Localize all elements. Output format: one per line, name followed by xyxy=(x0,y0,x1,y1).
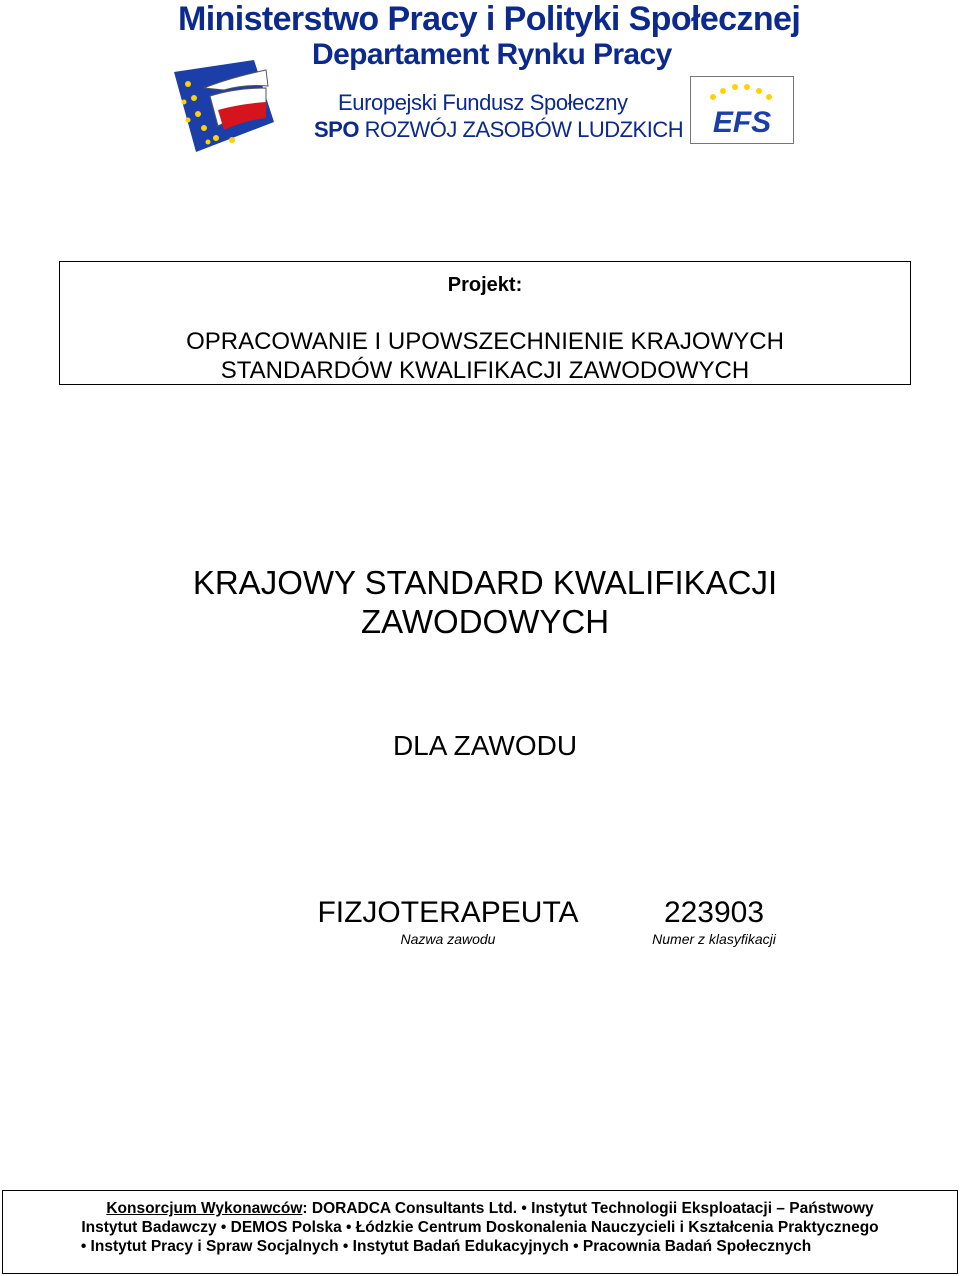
project-title-line2: STANDARDÓW KWALIFIKACJI ZAWODOWYCH xyxy=(220,357,750,384)
consortium-label: Konsorcjum Wykonawców xyxy=(106,1200,303,1217)
eu-flag-logo-icon xyxy=(174,60,274,152)
efs-logo-icon xyxy=(691,77,793,143)
for-profession-heading: DLA ZAWODU xyxy=(392,730,578,761)
standard-title-line2: ZAWODOWYCH xyxy=(360,603,610,640)
department-title: Departament Rynku Pracy xyxy=(312,38,672,71)
program-spo: SPO xyxy=(314,117,359,142)
fund-name: Europejski Fundusz Społeczny xyxy=(338,90,628,115)
project-box xyxy=(59,261,911,385)
efs-stars-icon xyxy=(710,84,772,100)
program-rest: ROZWÓJ ZASOBÓW LUDZKICH xyxy=(364,117,684,142)
program-name xyxy=(314,117,734,143)
efs-logo-text: EFS xyxy=(712,106,772,139)
profession-name: FIZJOTERAPEUTA xyxy=(317,896,579,929)
consortium-footer xyxy=(2,1190,958,1274)
footer-line3: • Instytut Pracy i Spraw Socjalnych • Instytut Badań Edukacyjnych • Pracownia Badań Społecznych xyxy=(80,1238,812,1255)
project-label: Projekt: xyxy=(447,274,523,296)
footer-line2: Instytut Badawczy • DEMOS Polska • Łódzkie Centrum Doskonalenia Nauczycieli i Kształcenia Praktycznego xyxy=(81,1219,879,1236)
ministry-title: Ministerstwo Pracy i Polityki Społecznej xyxy=(178,0,801,38)
standard-title-line1: KRAJOWY STANDARD KWALIFIKACJI xyxy=(192,564,778,601)
footer-line1 xyxy=(13,1200,960,1218)
profession-code-label: Numer z klasyfikacji xyxy=(652,931,776,947)
project-title-line1: OPRACOWANIE I UPOWSZECHNIENIE KRAJOWYCH xyxy=(186,328,784,355)
footer-line1-rest: : DORADCA Consultants Ltd. • Instytut Technologii Eksploatacji – Państwowy xyxy=(302,1200,874,1217)
profession-code: 223903 xyxy=(663,896,765,929)
efs-logo xyxy=(690,76,794,144)
profession-name-label: Nazwa zawodu xyxy=(400,931,496,947)
